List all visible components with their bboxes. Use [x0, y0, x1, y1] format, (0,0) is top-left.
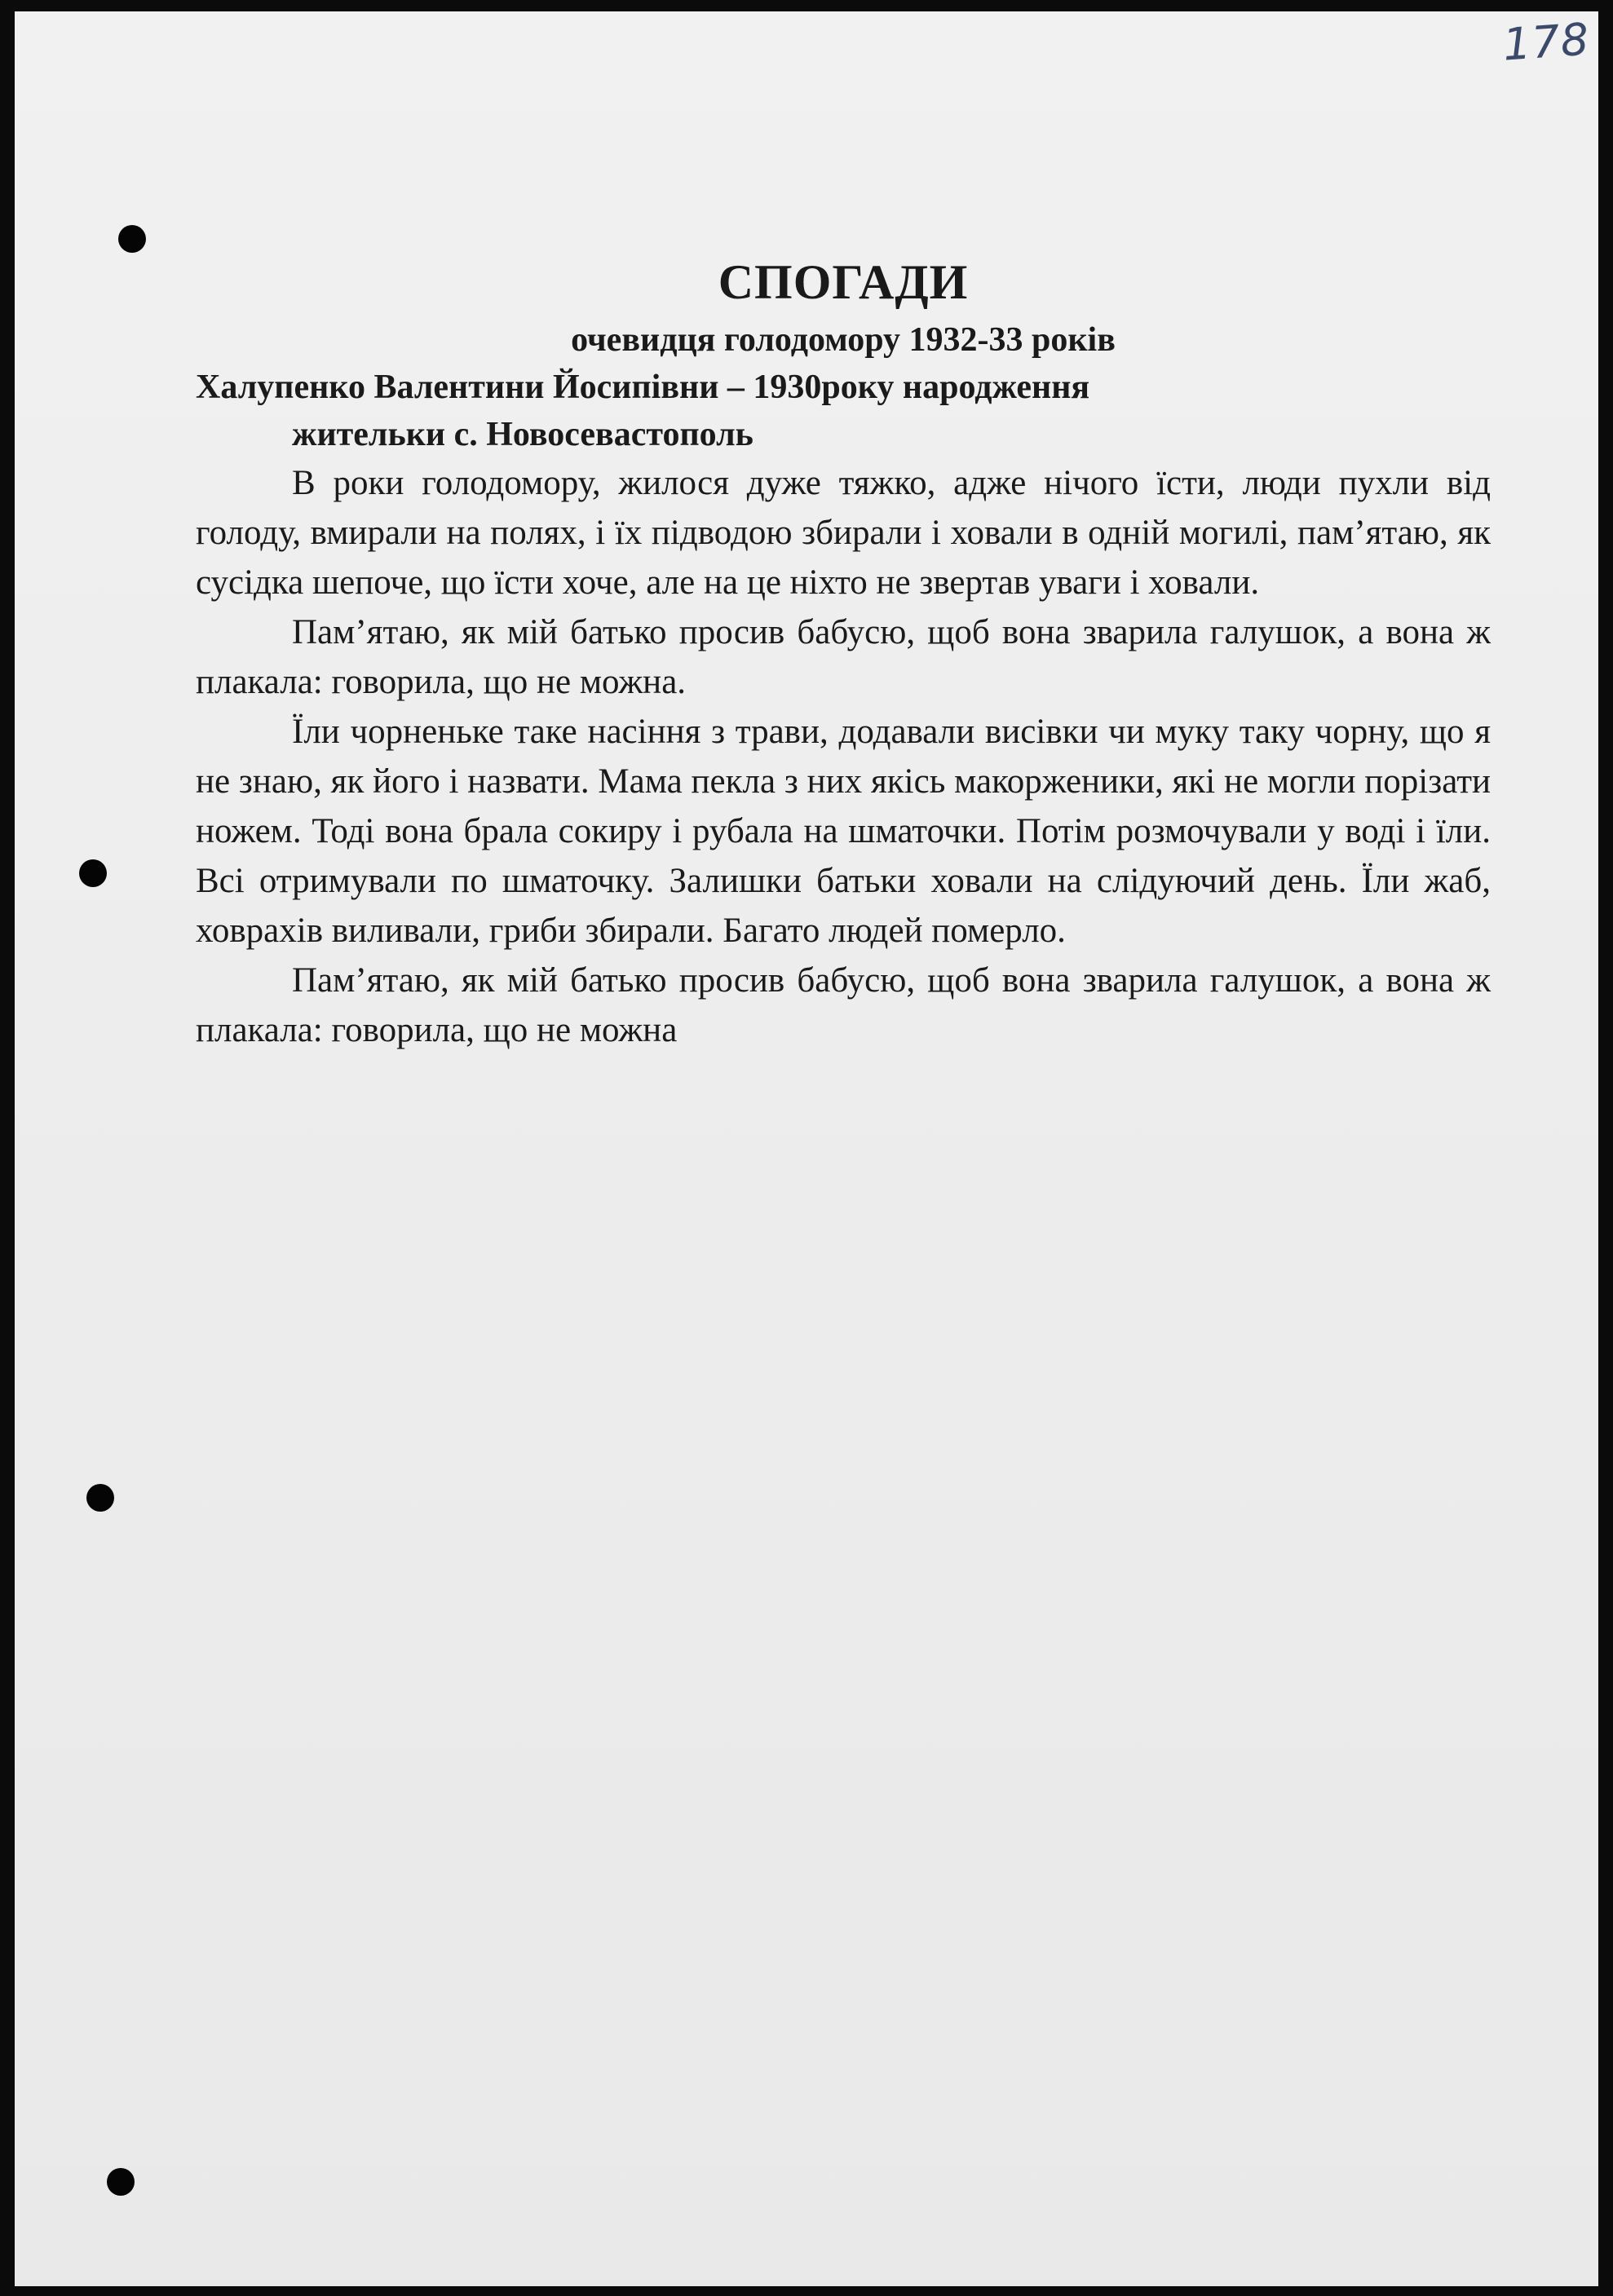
document-body	[196, 248, 1491, 1055]
paragraph: Пам’ятаю, як мій батько просив бабусю, щоб вона зварила галушок, а вона ж плакала: говорила, що не можна.	[196, 613, 1491, 701]
document-title: СПОГАДИ	[718, 255, 969, 309]
punch-hole	[107, 2168, 135, 2196]
handwritten-page-number: 178	[1500, 13, 1592, 71]
residence-line: жительки с. Новосевастополь	[292, 416, 753, 453]
paragraph: Їли чорненьке таке насіння з трави, додавали висівки чи муку таку чорну, що я не знаю, як його і назвати. Мама пекла з них якісь макорженики, які не могли порізати ножем. Тоді вона брала сокиру і рубала на шматочки. Потім розмочували у воді і їли. Всі отримували по шматочку. Залишки батьки ховали на слідуючий день. Їли жаб, ховрахів виливали, гриби збирали. Багато людей померло.	[196, 713, 1491, 950]
punch-hole	[86, 1484, 114, 1512]
punch-hole	[118, 225, 146, 253]
paragraph: Пам’ятаю, як мій батько просив бабусю, щоб вона зварила галушок, а вона ж плакала: говорила, що не можна	[196, 961, 1491, 1049]
document-page	[15, 11, 1598, 2286]
document-subtitle: очевидця голодомору 1932-33 років	[571, 321, 1116, 359]
author-line: Халупенко Валентини Йосипівни – 1930року народження	[196, 369, 1090, 406]
punch-hole	[79, 859, 107, 887]
paragraph: В роки голодомору, жилося дуже тяжко, адже нічого їсти, люди пухли від голоду, вмирали на полях, і їх підводою збирали і ховали в одній могилі, пам’ятаю, як сусідка шепоче, що їсти хоче, але на це ніхто не звертав уваги і ховали.	[196, 464, 1491, 602]
